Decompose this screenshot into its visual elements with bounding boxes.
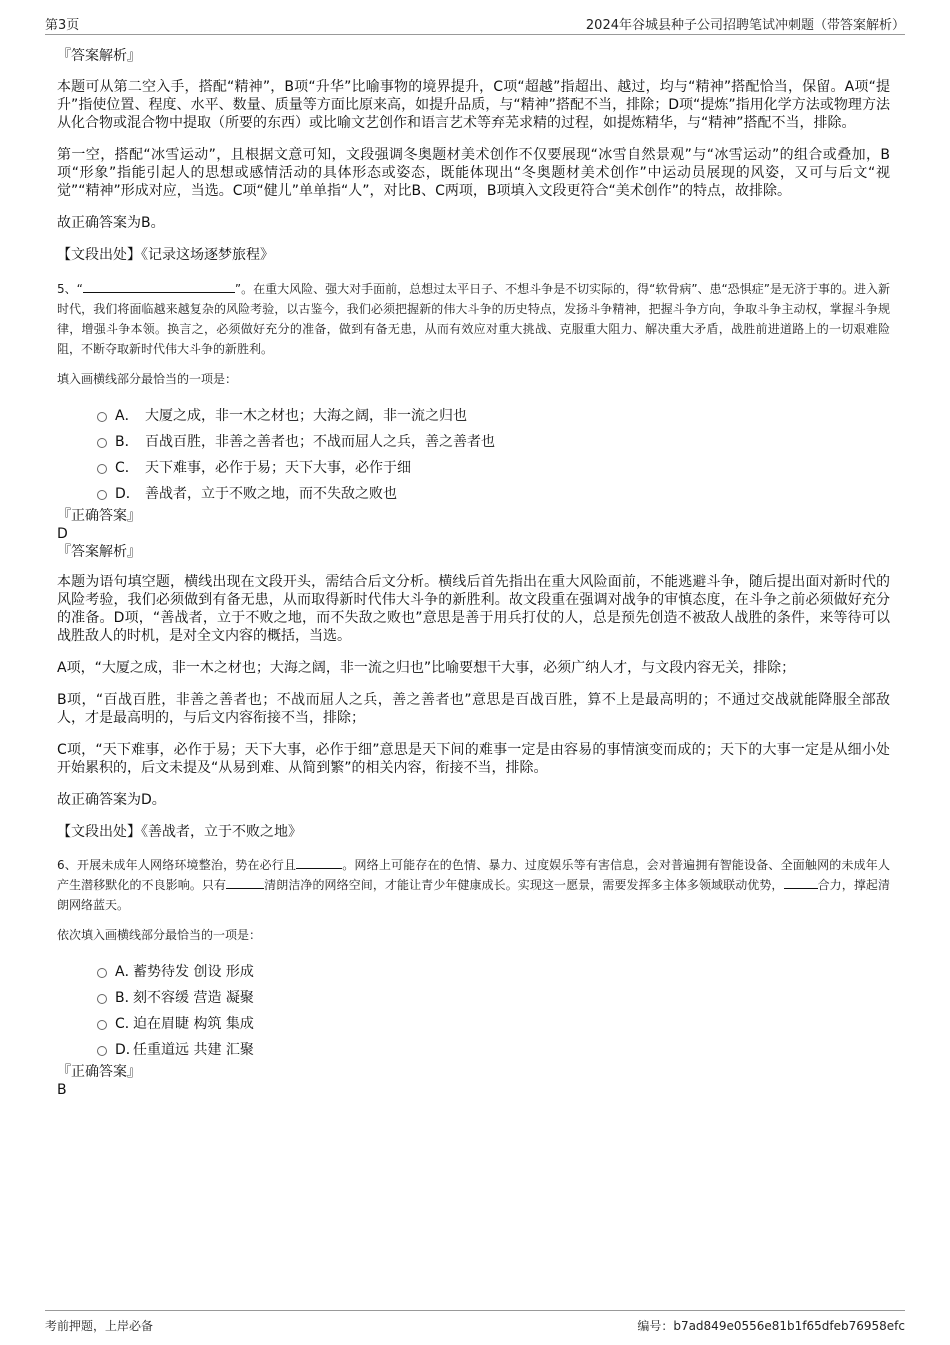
question-number: 6、	[57, 858, 77, 872]
analysis-paragraph: 本题可从第二空入手，搭配“精神”，B项“升华”比喻事物的境界提升，C项“超越”指超出、越过，均与“精神”搭配恰当，保留。A项“提升”指使位置、程度、水平、数量、质量等方面比原来高，如提升品质，与“精神”搭配不当，排除；D项“提炼”指用化学方法或物理方法从化合物或混合物中提取（所要的东西）或比喻文艺创作和语言艺术等弃芜求精的过程，如提炼精华，与“精神”搭配不当，排除。	[57, 79, 890, 131]
analysis-paragraph: B项，“百战百胜，非善之善者也；不战而屈人之兵，善之善者也”意思是百战百胜，算不上是最高明的；不通过交战就能降服全部敌人，才是最高明的，与后文内容衔接不当，排除；	[57, 692, 890, 726]
correct-answer-label: 『正确答案』	[57, 1064, 141, 1080]
stem-text: ”。在重大风险、强大对手面前，总想过太平日子、不想斗争是不切实际的，得“软骨病”、患“恐惧症”是无济于事的。进入新时代，我们将面临越来越复杂的风险考验，以古鉴今，我们必须把握新的伟大斗争的历史特点，发扬斗争精神，把握斗争方向，争取斗争主动权，掌握斗争规律，增强斗争本领。换言之，必须做好充分的准备，做到有备无患，从而有效应对重大挑战、克服重大阻力、解决重大矛盾，战胜前进道路上的一切艰难险阻，不断夺取新时代伟大斗争的新胜利。	[57, 282, 890, 356]
radio-icon[interactable]	[97, 1020, 107, 1030]
analysis-paragraph: C项，“天下难事，必作于易；天下大事，必作于细”意思是天下间的难事一定是由容易的事情演变而成的；天下的大事一定是从细小处开始累积的，后文未提及“从易到难、从简到繁”的相关内容，衔接不当，排除。	[57, 742, 890, 776]
document-title: 2024年谷城县种子公司招聘笔试冲刺题（带答案解析）	[585, 18, 905, 33]
document-code: 编号：b7ad849e0556e81b1f65dfeb76958efc	[637, 1319, 905, 1333]
radio-icon[interactable]	[97, 968, 107, 978]
option-b[interactable]: B． 百战百胜，非善之善者也；不战而屈人之兵，善之善者也	[57, 429, 890, 455]
question-stem: 6、开展未成年人网络环境整治，势在必行且 。网络上可能存在的色情、暴力、过度娱乐等有害信息，会对普遍拥有智能设备、全面触网的未成年人产生潜移默化的不良影响。只有 清朗洁净的网络空间，才能让青少年健康成长。实现这一愿景，需要发挥多主体多领域联动优势， 合力，撑起清朗网络蓝天。	[57, 858, 890, 912]
analysis-paragraph: 本题为语句填空题，横线出现在文段开头，需结合后文分析。横线后首先指出在重大风险面前，不能逃避斗争，随后提出面对新时代的风险考验，我们必须做到有备无患，从而取得新时代伟大斗争的新胜利。故文段重在强调对战争的审慎态度，在斗争之前必须做好充分的准备。D项，“善战者，立于不败之地，而不失敌之败也”意思是善于用兵打仗的人，总是预先创造不被敌人战胜的条件，来等待可以战胜敌人的时机，是对全文内容的概括，当选。	[57, 574, 890, 644]
option-d[interactable]: D．任重道远 共建 汇聚	[57, 1037, 890, 1063]
option-d[interactable]: D． 善战者，立于不败之地，而不失敌之败也	[57, 481, 890, 507]
question-stem	[57, 279, 890, 359]
radio-icon[interactable]	[97, 464, 107, 474]
option-c[interactable]: C． 天下难事，必作于易；天下大事，必作于细	[57, 455, 890, 481]
radio-icon[interactable]	[97, 438, 107, 448]
fill-blank	[83, 280, 235, 293]
footer-slogan: 考前押题，上岸必备	[45, 1319, 154, 1333]
option-b[interactable]: B．刻不容缓 营造 凝聚	[57, 985, 890, 1011]
radio-icon[interactable]	[97, 412, 107, 422]
correct-answer-label: 『正确答案』	[57, 508, 141, 524]
option-a[interactable]: A．蓄势待发 创设 形成	[57, 959, 890, 985]
question-prompt: 依次填入画横线部分最恰当的一项是：	[57, 928, 262, 942]
source-citation: 【文段出处】《记录这场逐梦旅程》	[57, 247, 274, 263]
stem-open-quote: “	[76, 282, 83, 296]
analysis-label: 『答案解析』	[57, 544, 141, 560]
question-prompt: 填入画横线部分最恰当的一项是：	[57, 372, 238, 386]
document-body	[57, 46, 890, 1099]
radio-icon[interactable]	[97, 490, 107, 500]
source-citation: 【文段出处】《善战者，立于不败之地》	[57, 824, 302, 840]
page-number: 第3页	[45, 18, 80, 33]
page-header	[45, 12, 905, 35]
fill-blank	[226, 876, 264, 889]
correct-answer: D	[57, 526, 68, 542]
correct-answer: B	[57, 1082, 67, 1098]
conclusion: 故正确答案为D。	[57, 792, 166, 808]
analysis-paragraph: 第一空，搭配“冰雪运动”，且根据文意可知，文段强调冬奥题材美术创作不仅要展现“冰雪自然景观”与“冰雪运动”的组合或叠加，B项“形象”指能引起人的思想或感情活动的具体形态或姿态，既能体现出“冬奥题材美术创作”中运动员展现的风姿，又可与后文“视觉”“精神”形成对应，当选。C项“健儿”单单指“人”，对比B、C两项，B项填入文段更符合“美术创作”的特点，故排除。	[57, 147, 890, 199]
question-number: 5、	[57, 282, 77, 296]
page-footer	[45, 1310, 905, 1335]
analysis-paragraph: A项，“大厦之成，非一木之材也；大海之阔，非一流之归也”比喻要想干大事，必须广纳人才，与文段内容无关，排除；	[57, 660, 796, 676]
conclusion: 故正确答案为B。	[57, 215, 165, 231]
radio-icon[interactable]	[97, 1046, 107, 1056]
fill-blank	[296, 856, 342, 869]
radio-icon[interactable]	[97, 994, 107, 1004]
option-a[interactable]: A． 大厦之成，非一木之材也；大海之阔，非一流之归也	[57, 403, 890, 429]
analysis-label: 『答案解析』	[57, 48, 141, 64]
fill-blank	[784, 876, 818, 889]
option-c[interactable]: C．迫在眉睫 构筑 集成	[57, 1011, 890, 1037]
